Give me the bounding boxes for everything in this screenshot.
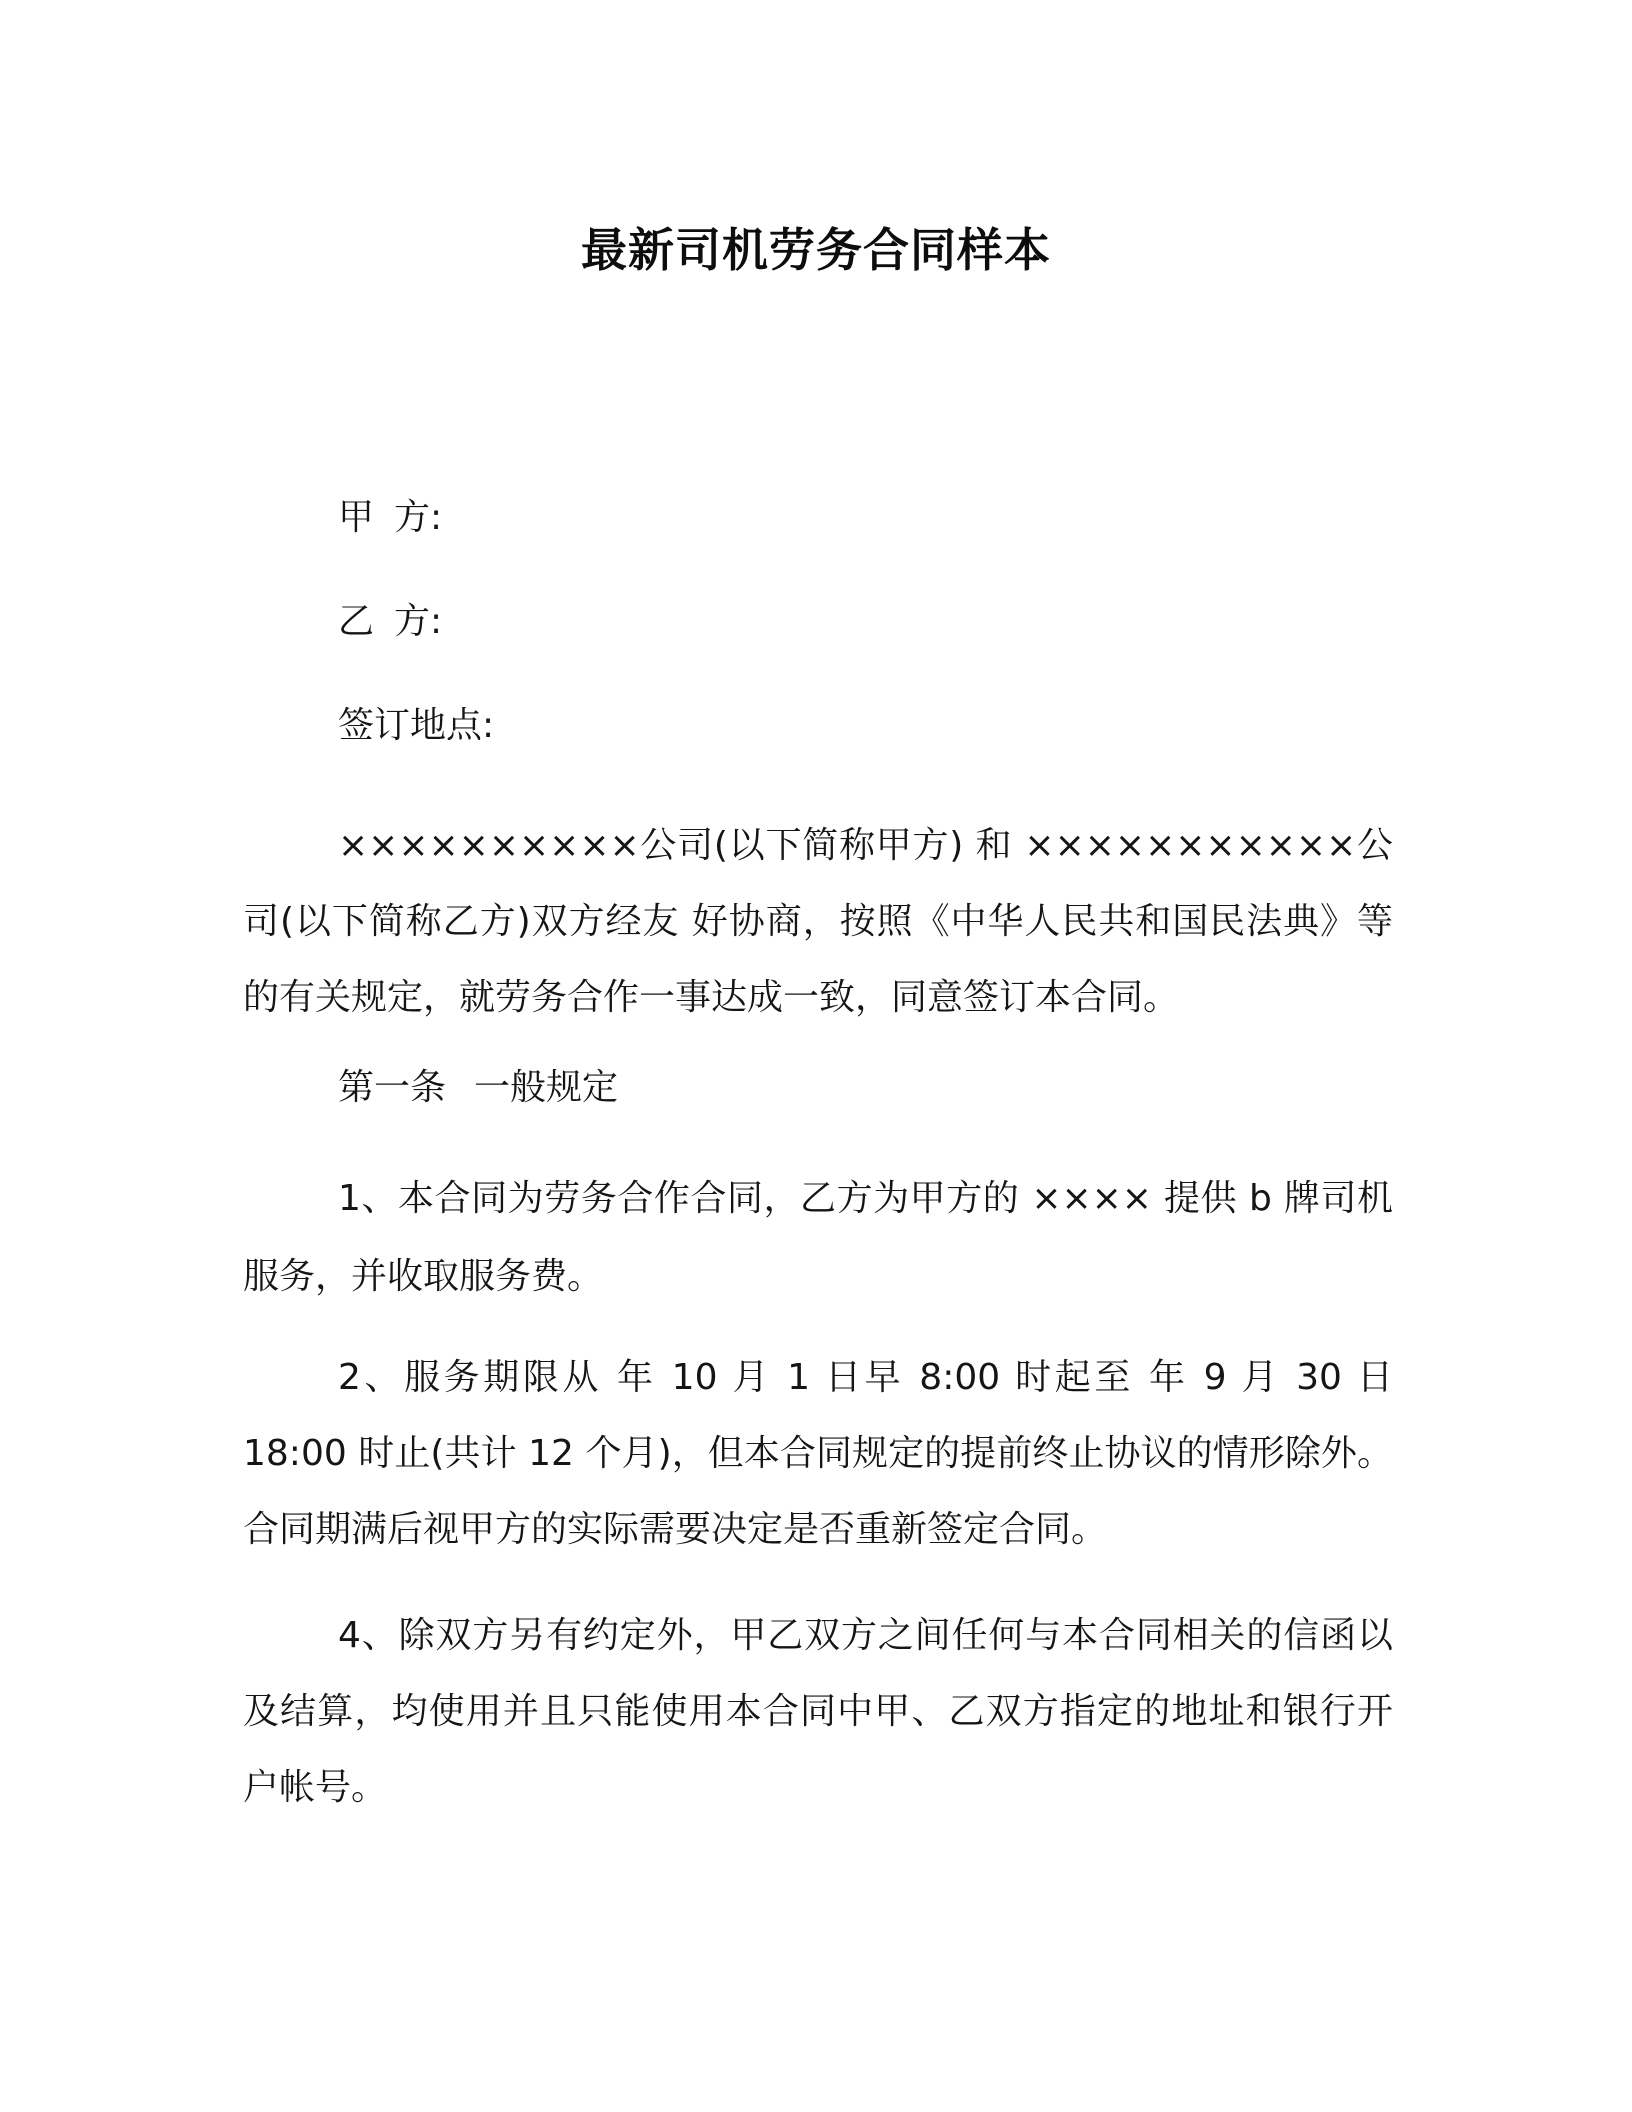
party-b-label-char1: 乙 xyxy=(338,601,375,642)
signing-place-label: 签订地点: xyxy=(338,705,495,746)
document-title: 最新司机劳务合同样本 xyxy=(581,223,1051,277)
clause-1: 1、本合同为劳务合作合同，乙方为甲方的 ×××× 提供 b 牌司机服务，并收取服务费。 xyxy=(243,1178,1393,1297)
party-a-label-char1: 甲 xyxy=(338,497,375,538)
intro-paragraph: ××××××××××公司(以下简称甲方) 和 ×××××××××××公司(以下简称乙方)双方经友 好协商，按照《中华人民共和国民法典》等的有关规定，就劳务合作一事达成一致，同意签订本合同。 xyxy=(243,825,1393,1018)
party-a-line xyxy=(338,496,442,540)
party-a-label-char2: 方: xyxy=(394,497,443,538)
clause-2: 2、服务期限从 年 10 月 1 日早 8:00 时起至 年 9 月 30 日18:00 时止(共计 12 个月)，但本合同规定的提前终止协议的情形除外。合同期满后视甲方的实际需要决定是否重新签定合同。 xyxy=(243,1357,1393,1550)
party-b-line xyxy=(338,600,442,644)
clause-4: 4、除双方另有约定外，甲乙双方之间任何与本合同相关的信函以及结算，均使用并且只能使用本合同中甲、乙双方指定的地址和银行开户帐号。 xyxy=(243,1615,1393,1808)
party-b-label-char2: 方: xyxy=(394,601,443,642)
article-1-number: 第一条 xyxy=(338,1067,447,1108)
article-1-heading xyxy=(338,1066,618,1110)
article-1-title: 一般规定 xyxy=(474,1067,619,1108)
